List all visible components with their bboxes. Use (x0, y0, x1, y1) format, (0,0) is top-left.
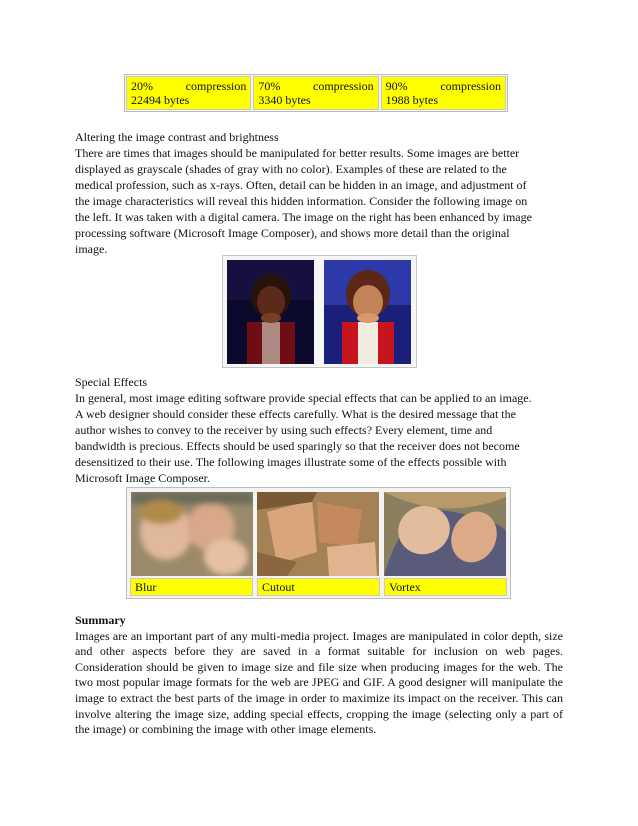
vortex-image (384, 492, 506, 576)
contrast-section (75, 129, 561, 257)
blur-image (131, 492, 253, 576)
compression-cell-90 (381, 76, 506, 110)
effects-line: A web designer should consider these effects carefully. What is the desired message that the (75, 407, 516, 421)
contrast-line: processing software (Microsoft Image Composer), and shows more detail than the original (75, 226, 510, 240)
effects-line: desensitized to their use. The following images illustrate some of the effects possible with (75, 455, 507, 469)
contrast-line: the left. It was taken with a digital camera. The image on the right has been enhanced by image (75, 210, 532, 224)
compression-size: 1988 bytes (385, 93, 438, 107)
effects-line: bandwidth is precious. Effects should be used sparingly so that the receiver does not become (75, 439, 520, 453)
compression-word: compression (313, 79, 374, 93)
compression-percent: 90% (385, 79, 408, 93)
compression-cell-20 (126, 76, 251, 110)
effects-table (126, 487, 511, 599)
compression-word: compression (440, 79, 501, 93)
effects-heading: Special Effects (75, 375, 148, 389)
compression-size: 22494 bytes (131, 93, 190, 107)
summary-title: Summary (75, 613, 126, 627)
effects-line: author wishes to convey to the receiver by using such effects? Every element, time and (75, 423, 493, 437)
compression-cell-70 (253, 76, 378, 110)
compression-percent: 20% (131, 79, 153, 93)
contrast-line: the image characteristics will reveal this hidden information. Consider the following image on (75, 194, 528, 208)
contrast-heading: Altering the image contrast and brightness (75, 130, 279, 144)
effects-line: In general, most image editing software provide special effects that can be applied to an image. (75, 391, 532, 405)
compression-size: 3340 bytes (258, 93, 311, 107)
enhanced-photo (324, 260, 411, 364)
compression-percent: 70% (258, 79, 281, 93)
compression-table (124, 74, 508, 112)
summary-text: Images are an important part of any multi-media project. Images are manipulated in color depth, size and other aspects before they are saved in a format suitable for inclusion on web pages. Consideration should be given to image size and file size when producing images for the web. The two most popular image formats for the web are JPEG and GIF. A good designer will manipulate the image to extract the best parts of the image in order to maximize its impact on the receiver. This can involve altering the image size, adding special effects, cropping the image (selecting only a part of the image) or combining the image with other image elements. (75, 628, 563, 737)
compression-word: compression (185, 79, 247, 93)
effect-label-cutout: Cutout (257, 578, 380, 596)
contrast-photo-pair (222, 255, 417, 368)
cutout-image (257, 492, 379, 576)
contrast-line: medical profession, such as x-rays. Often, detail can be hidden in an image, and adjustment of (75, 178, 527, 192)
effects-section (75, 374, 561, 486)
contrast-line: There are times that images should be manipulated for better results. Some images are better (75, 146, 520, 160)
effects-line: Microsoft Image Composer. (75, 471, 210, 485)
contrast-line: image. (75, 242, 108, 256)
effect-label-vortex: Vortex (384, 578, 507, 596)
summary-section (75, 613, 563, 738)
contrast-line: displayed as grayscale (shades of gray with no color). Examples of these are related to the (75, 162, 507, 176)
effect-label-blur: Blur (130, 578, 253, 596)
original-photo (227, 260, 314, 364)
